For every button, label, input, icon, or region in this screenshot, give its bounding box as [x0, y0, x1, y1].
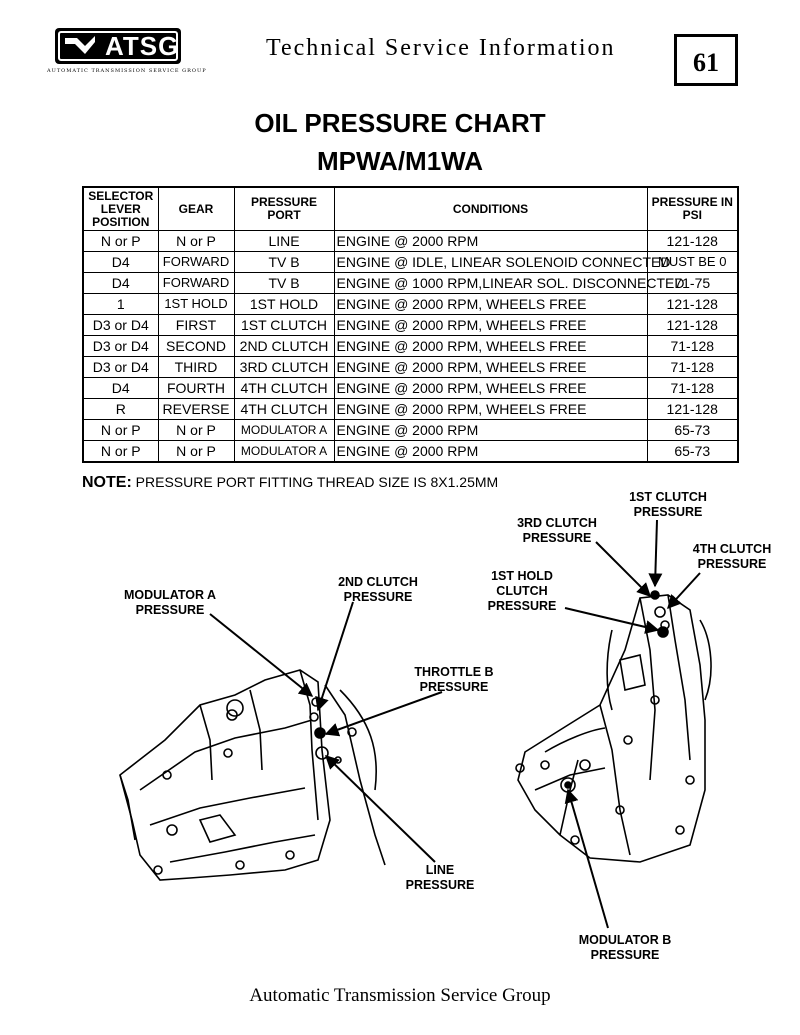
table-row	[83, 441, 738, 463]
label-1st-clutch-pressure: 1ST CLUTCH PRESSURE	[629, 490, 707, 519]
cell-gear: N or P	[158, 231, 234, 252]
cell-selector: D3 or D4	[83, 315, 158, 336]
cell-psi: 71-128	[647, 378, 738, 399]
cell-psi: 121-128	[647, 231, 738, 252]
label-modulator-a-pressure: MODULATOR A PRESSURE	[123, 588, 217, 617]
cell-port: 3RD CLUTCH	[234, 357, 334, 378]
label-line-pressure: LINE PRESSURE	[405, 863, 475, 892]
cell-port: LINE	[234, 231, 334, 252]
page-number: 61	[674, 34, 738, 86]
cell-conditions: ENGINE @ 1000 RPM,LINEAR SOL. DISCONNECTED	[334, 273, 647, 294]
table-header-row	[83, 187, 738, 231]
label-3rd-clutch-pressure: 3RD CLUTCH PRESSURE	[517, 516, 597, 545]
cell-gear: FOURTH	[158, 378, 234, 399]
atsg-logo	[47, 24, 207, 80]
cell-port: 4TH CLUTCH	[234, 378, 334, 399]
checkmark-flag-icon	[63, 34, 97, 56]
header-title: Technical Service Information	[266, 35, 616, 61]
label-modulator-b-pressure: MODULATOR B PRESSURE	[578, 933, 672, 962]
cell-selector: 1	[83, 294, 158, 315]
cell-selector: N or P	[83, 441, 158, 463]
label-4th-clutch-pressure: 4TH CLUTCH PRESSURE	[692, 542, 772, 571]
cell-psi: 121-128	[647, 294, 738, 315]
cell-port: 2ND CLUTCH	[234, 336, 334, 357]
cell-port: TV B	[234, 252, 334, 273]
right-transmission-case	[516, 591, 711, 862]
logo-text: ATSG	[105, 31, 180, 61]
pressure-port-diagram	[0, 490, 800, 990]
label-2nd-clutch-pressure: 2ND CLUTCH PRESSURE	[338, 575, 418, 604]
cell-gear: FIRST	[158, 315, 234, 336]
cell-psi: 65-73	[647, 420, 738, 441]
cell-selector: N or P	[83, 420, 158, 441]
cell-conditions: ENGINE @ 2000 RPM, WHEELS FREE	[334, 357, 647, 378]
table-row	[83, 294, 738, 315]
header-conditions: CONDITIONS	[334, 187, 647, 231]
cell-selector: N or P	[83, 231, 158, 252]
cell-gear: SECOND	[158, 336, 234, 357]
table-row	[83, 357, 738, 378]
table-row	[83, 336, 738, 357]
cell-gear: N or P	[158, 420, 234, 441]
logo-badge	[55, 28, 181, 64]
cell-port: 4TH CLUTCH	[234, 399, 334, 420]
logo-ring-text: AUTOMATIC TRANSMISSION SERVICE GROUP	[47, 68, 207, 74]
cell-selector: D4	[83, 252, 158, 273]
cell-gear: N or P	[158, 441, 234, 463]
cell-gear: REVERSE	[158, 399, 234, 420]
cell-conditions: ENGINE @ 2000 RPM, WHEELS FREE	[334, 315, 647, 336]
cell-port: 1ST CLUTCH	[234, 315, 334, 336]
cell-port: MODULATOR A	[234, 441, 334, 463]
table-row	[83, 315, 738, 336]
cell-selector: D4	[83, 273, 158, 294]
cell-psi: 65-73	[647, 441, 738, 463]
cell-psi: 71-75	[647, 273, 738, 294]
note-text: PRESSURE PORT FITTING THREAD SIZE IS 8X1.25MM	[135, 474, 499, 490]
document-subtitle: MPWA/M1WA	[316, 146, 484, 176]
cell-gear: 1ST HOLD	[158, 294, 234, 315]
page-header	[0, 0, 800, 100]
table-row	[83, 252, 738, 273]
table-row	[83, 273, 738, 294]
label-throttle-b-pressure: THROTTLE B PRESSURE	[414, 665, 494, 694]
note-label: NOTE:	[82, 474, 132, 491]
cell-gear: FORWARD	[158, 273, 234, 294]
header-port: PRESSURE PORT	[234, 187, 334, 231]
cell-gear: THIRD	[158, 357, 234, 378]
label-1st-hold-clutch-pressure: 1ST HOLD CLUTCH PRESSURE	[487, 569, 557, 613]
page-footer: Automatic Transmission Service Group	[249, 985, 551, 1006]
cell-conditions: ENGINE @ 2000 RPM, WHEELS FREE	[334, 336, 647, 357]
cell-conditions: ENGINE @ 2000 RPM, WHEELS FREE	[334, 294, 647, 315]
cell-conditions: ENGINE @ 2000 RPM, WHEELS FREE	[334, 378, 647, 399]
cell-conditions: ENGINE @ 2000 RPM	[334, 231, 647, 252]
cell-selector: R	[83, 399, 158, 420]
table-row	[83, 378, 738, 399]
cell-conditions: ENGINE @ 2000 RPM, WHEELS FREE	[334, 399, 647, 420]
cell-port: 1ST HOLD	[234, 294, 334, 315]
cell-psi: 71-128	[647, 336, 738, 357]
table-row	[83, 231, 738, 252]
cell-conditions: ENGINE @ 2000 RPM	[334, 441, 647, 463]
oil-pressure-table	[82, 186, 739, 463]
cell-conditions: ENGINE @ 2000 RPM	[334, 420, 647, 441]
header-gear: GEAR	[158, 187, 234, 231]
cell-conditions: ENGINE @ IDLE, LINEAR SOLENOID CONNECTED	[334, 252, 647, 273]
cell-port: MODULATOR A	[234, 420, 334, 441]
header-selector: SELECTOR LEVER POSITION	[83, 187, 158, 231]
table-row	[83, 420, 738, 441]
cell-gear: FORWARD	[158, 252, 234, 273]
cell-selector: D3 or D4	[83, 336, 158, 357]
cell-port: TV B	[234, 273, 334, 294]
cell-selector: D3 or D4	[83, 357, 158, 378]
document-title: OIL PRESSURE CHART	[254, 108, 546, 138]
cell-selector: D4	[83, 378, 158, 399]
header-psi: PRESSURE IN PSI	[647, 187, 738, 231]
cell-psi: 121-128	[647, 315, 738, 336]
table-row	[83, 399, 738, 420]
cell-psi: 121-128	[647, 399, 738, 420]
cell-psi: MUST BE 0	[647, 252, 738, 273]
cell-psi: 71-128	[647, 357, 738, 378]
